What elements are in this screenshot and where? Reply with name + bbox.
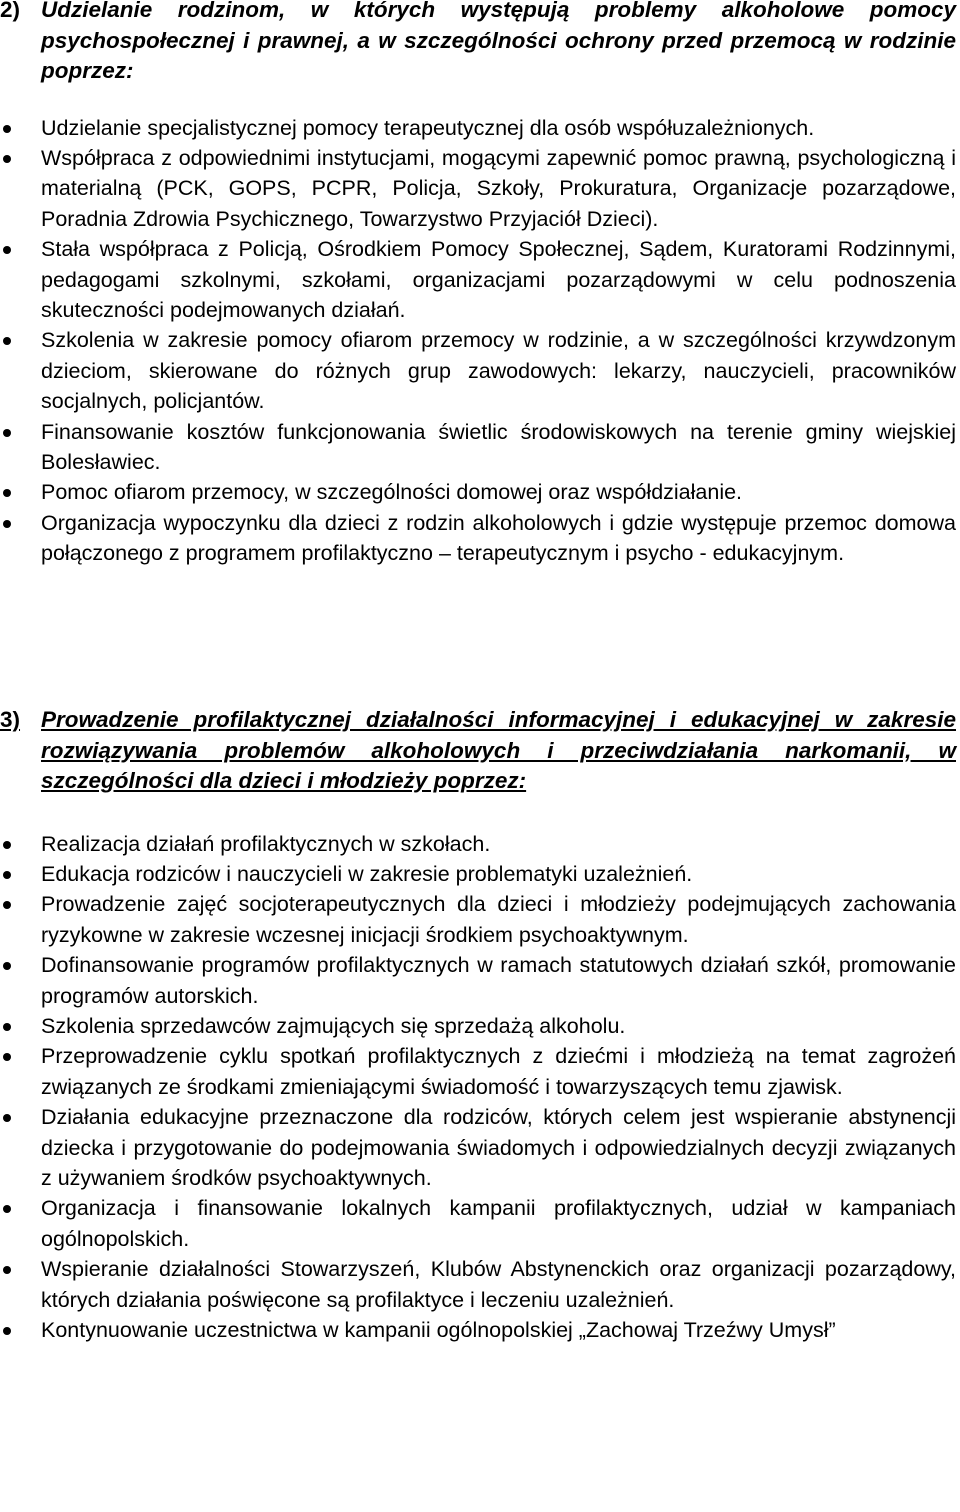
list-item: [0, 325, 956, 416]
section-heading: [0, 0, 956, 87]
list-item: [0, 859, 956, 889]
bullet-list: [0, 113, 956, 569]
bullet-icon: [0, 1254, 41, 1315]
bullet-icon: [0, 859, 41, 889]
list-item: [0, 417, 956, 478]
list-item-text: Współpraca z odpowiednimi instytucjami, mogącymi zapewnić pomoc prawną, psychologiczną i materialną (PCK, GOPS, PCPR, Policja, Szkoły, Prokuratura, Organizacje pozarządowe, Poradnia Zdrowia Psychicznego, Towarzystwo Przyjaciół Dzieci).: [41, 145, 956, 231]
bullet-icon: [0, 1041, 41, 1102]
bullet-icon: [0, 325, 41, 416]
list-item-text: Pomoc ofiarom przemocy, w szczególności domowej oraz współdziałanie.: [41, 480, 743, 505]
list-item: [0, 889, 956, 950]
list-item-text: Wspieranie działalności Stowarzyszeń, Klubów Abstynenckich oraz organizacji pozarządowy, których działania poświęcone są profilaktyce i leczeniu uzależnień.: [41, 1257, 956, 1312]
list-item-text: Działania edukacyjne przeznaczone dla rodziców, których celem jest wspieranie abstynencji dziecka i przygotowanie do podejmowania świadomych i odpowiedzialnych decyzji związanych z używaniem środków psychoaktywnych.: [41, 1105, 956, 1190]
list-item: [0, 1254, 956, 1315]
section-number: 2): [0, 0, 21, 22]
list-item: [0, 113, 956, 143]
section-title: Prowadzenie profilaktycznej działalności informacyjnej i edukacyjnej w zakresie rozwiązywania problemów alkoholowych i przeciwdziałania narkomanii, w szczególności dla dzieci i młodzieży poprzez:: [41, 707, 956, 793]
list-item-text: Szkolenia sprzedawców zajmujących się sprzedażą alkoholu.: [41, 1013, 626, 1038]
list-item-text: Organizacja i finansowanie lokalnych kampanii profilaktycznych, udział w kampaniach ogólnopolskich.: [41, 1196, 956, 1251]
list-item: [0, 1102, 956, 1193]
list-item-text: Realizacja działań profilaktycznych w szkołach.: [41, 831, 491, 856]
bullet-icon: [0, 417, 41, 478]
bullet-icon: [0, 889, 41, 950]
list-item-text: Organizacja wypoczynku dla dzieci z rodzin alkoholowych i gdzie występuje przemoc domowa połączonego z programem profilaktyczno – terapeutycznym i psycho - edukacyjnym.: [41, 510, 956, 566]
bullet-icon: [0, 113, 41, 143]
section-heading: [0, 705, 956, 797]
bullet-icon: [0, 1011, 41, 1041]
section-number: 3): [0, 707, 21, 732]
bullet-icon: [0, 1193, 41, 1254]
list-item: [0, 1011, 956, 1041]
list-item-text: Finansowanie kosztów funkcjonowania świetlic środowiskowych na terenie gminy wiejskiej Bolesławiec.: [41, 419, 956, 474]
bullet-list: [0, 829, 956, 1346]
list-item-text: Dofinansowanie programów profilaktycznych w ramach statutowych działań szkół, promowanie programów autorskich.: [41, 953, 956, 1008]
bullet-icon: [0, 477, 41, 507]
bullet-icon: [0, 234, 41, 325]
list-item-text: Udzielanie specjalistycznej pomocy terapeutycznej dla osób współuzależnionych.: [41, 115, 815, 140]
section-2: [0, 0, 956, 569]
list-item-text: Edukacja rodziców i nauczycieli w zakresie problematyki uzależnień.: [41, 861, 693, 886]
list-item: [0, 143, 956, 234]
bullet-icon: [0, 829, 41, 859]
section-title: Udzielanie rodzinom, w których występują problemy alkoholowe pomocy psychospołecznej i prawnej, a w szczególności ochrony przed przemocą w rodzinie poprzez:: [41, 0, 956, 83]
list-item: [0, 234, 956, 325]
list-item: [0, 1193, 956, 1254]
section-3: [0, 705, 956, 1345]
list-item: [0, 1315, 956, 1345]
list-item-text: Szkolenia w zakresie pomocy ofiarom przemocy w rodzinie, a w szczególności krzywdzonym dzieciom, skierowane do różnych grup zawodowych: lekarzy, nauczycieli, pracowników socjalnych, policjantów.: [41, 328, 956, 414]
list-item-text: Prowadzenie zajęć socjoterapeutycznych dla dzieci i młodzieży podejmujących zachowania ryzykowne w zakresie wczesnej inicjacji środkiem psychoaktywnym.: [41, 892, 956, 947]
list-item: [0, 950, 956, 1011]
bullet-icon: [0, 950, 41, 1011]
list-item-text: Kontynuowanie uczestnictwa w kampanii ogólnopolskiej „Zachowaj Trzeźwy Umysł”: [41, 1318, 836, 1342]
bullet-icon: [0, 1315, 41, 1345]
list-item-text: Przeprowadzenie cyklu spotkań profilaktycznych z dziećmi i młodzieżą na temat zagrożeń związanych ze środkami zmieniającymi świadomość i towarzyszących temu zjawisk.: [41, 1044, 956, 1099]
bullet-icon: [0, 143, 41, 234]
list-item-text: Stała współpraca z Policją, Ośrodkiem Pomocy Społecznej, Sądem, Kuratorami Rodzinnymi, pedagogami szkolnymi, szkołami, organizacjami pozarządowymi w celu podnoszenia skuteczności podejmowanych działań.: [41, 237, 956, 322]
list-item: [0, 508, 956, 569]
list-item: [0, 477, 956, 507]
bullet-icon: [0, 508, 41, 569]
bullet-icon: [0, 1102, 41, 1193]
list-item: [0, 1041, 956, 1102]
list-item: [0, 829, 956, 859]
